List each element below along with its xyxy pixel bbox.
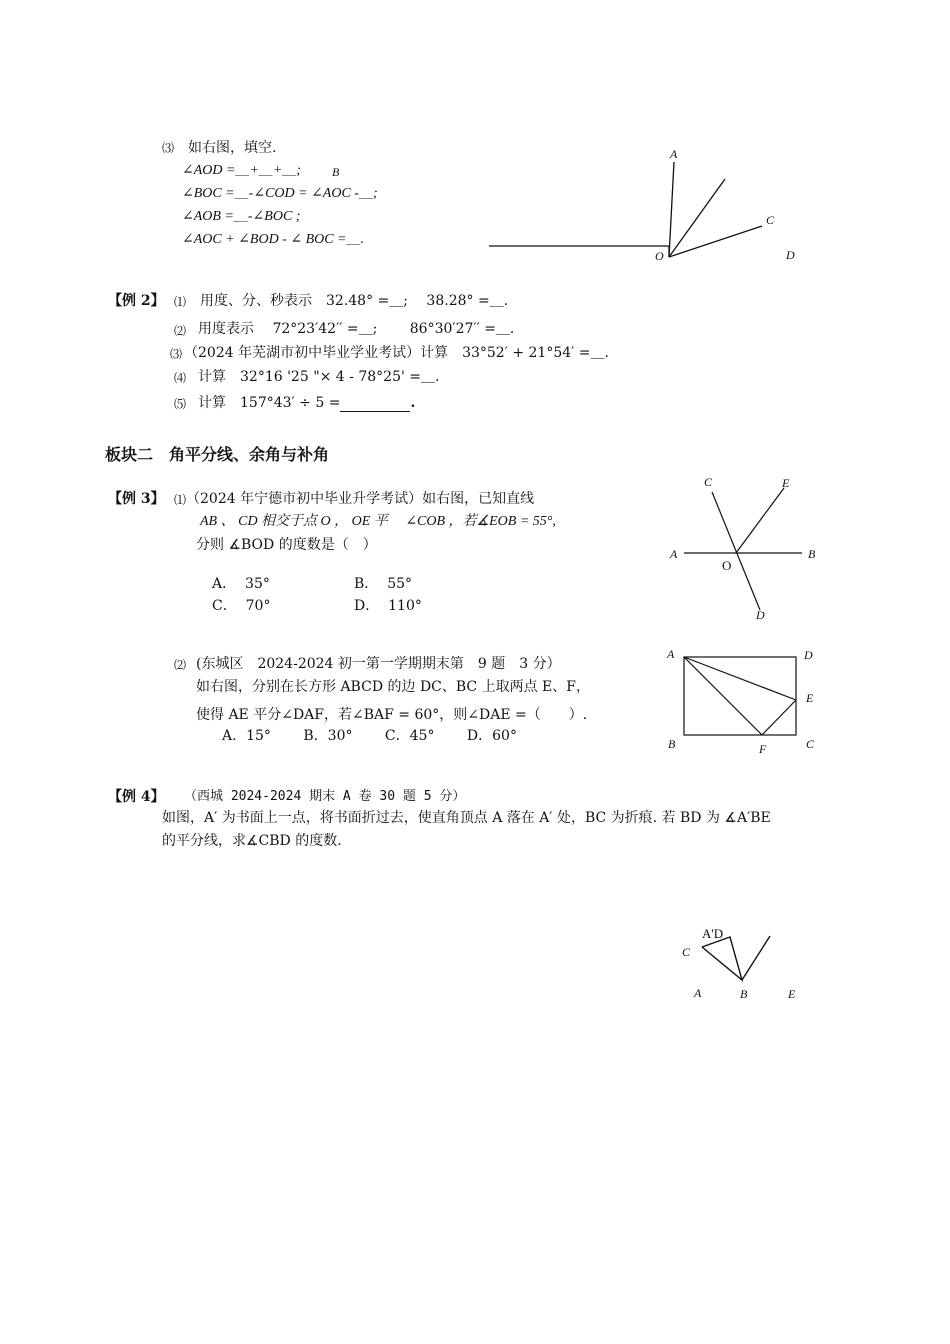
choice-c: C． 70° — [212, 598, 271, 614]
intersecting-lines-figure — [660, 470, 830, 630]
label-a: A — [670, 147, 678, 161]
ray-ob — [669, 179, 725, 257]
label-b: B — [808, 547, 816, 561]
line-af — [684, 657, 762, 735]
ex3-q1-line-1: （2024 年宁德市初中毕业升学考试）如右图，已知直线 — [186, 491, 535, 507]
choice-a: A． 35° — [212, 576, 270, 592]
ex4-line-2: 的平分线，求∡CBD 的度数. — [162, 833, 342, 849]
fold-triangle — [702, 937, 742, 980]
line-cd — [712, 492, 760, 610]
ex2-item-3-number: ⑶ — [170, 347, 183, 361]
ex3-q1-line-3: 分则 ∡BOD 的度数是（ ） — [196, 537, 377, 553]
line-ae — [684, 657, 796, 700]
ex3-q2-line-3: 使得 AE 平分∠DAF，若∠BAF = 60°，则∠DAE =（ ）. — [196, 707, 588, 723]
ex4-source: （西城 2024-2024 期末 A 卷 30 题 5 分） — [184, 789, 466, 804]
label-d: D — [756, 608, 765, 622]
ex2-item-1-text: 用度、分、秒表示 32.48° =＿; 38.28° =＿. — [200, 293, 509, 309]
rectangle-figure — [660, 645, 830, 760]
label-c: C — [704, 475, 713, 489]
label-e: E — [782, 476, 790, 490]
label-b: B — [740, 987, 748, 1001]
ex2-item-1-number: ⑴ — [174, 295, 187, 309]
example-2-tag: 【例 2】 — [108, 293, 165, 309]
fill-line-1: ∠AOD =＿+＿+＿; — [182, 163, 302, 178]
label-c: C — [766, 213, 775, 227]
ex2-item-3-text: （2024 年芜湖市初中毕业学业考试）计算 33°52′ + 21°54′ =＿. — [184, 345, 609, 361]
fill-line-2: ∠BOC =＿-∠COD = ∠AOC -＿; — [182, 186, 378, 201]
ex2-item-2-number: ⑵ — [174, 324, 187, 338]
ex3-q1-line-2: AB 、 CD 相交于点 O ， OE 平 ∠COB ，若∡EOB = 55°, — [200, 514, 556, 529]
ray-oa — [669, 162, 674, 257]
ex3-q2-number: ⑵ — [174, 658, 187, 672]
answer-blank — [340, 397, 410, 412]
ex2-item-4-number: ⑷ — [174, 371, 187, 385]
ray-bd — [742, 936, 770, 980]
folding-figure — [670, 920, 810, 1010]
section-heading: 板块二 角平分线、余角与补角 — [105, 445, 330, 464]
ex3-q2-choices: A．15° B．30° C．45° D．60° — [222, 728, 517, 744]
rect-abcd — [684, 657, 796, 735]
label-a: A — [667, 647, 675, 661]
ray-oe — [736, 488, 784, 553]
label-o: O — [655, 249, 664, 263]
item3-number: ⑶ — [162, 141, 175, 155]
choice-b: B． 55° — [354, 576, 413, 592]
label-c: C — [682, 945, 691, 959]
label-a: A — [694, 986, 702, 1000]
ex2-item-5-text: 计算 157°43′ ÷ 5 = . — [198, 395, 416, 411]
item3-title: 如右图，填空. — [188, 140, 277, 156]
fill-line-4: ∠AOC + ∠BOD - ∠ BOC =＿. — [182, 232, 365, 247]
ray-oc — [669, 226, 762, 257]
ex3-q2-line-2: 如右图，分别在长方形 ABCD 的边 DC、BC 上取两点 E、F， — [196, 679, 590, 695]
ex3-q1-number: ⑴ — [174, 493, 187, 507]
ex3-q2-line-1: (东城区 2024-2024 初一第一学期期末第 9 题 3 分） — [196, 656, 561, 672]
fill-line-3: ∠AOB =＿-∠BOC ; — [182, 209, 301, 224]
ex2-item-4-text: 计算 32°16 '25 "× 4 - 78°25' =＿. — [198, 369, 440, 385]
label-f: F — [759, 742, 767, 756]
label-d: D — [804, 648, 813, 662]
label-d: D — [786, 248, 795, 262]
label-b: B — [668, 737, 676, 751]
angle-figure-aod — [480, 140, 810, 270]
ex2-item-2-text: 用度表示 72°23′42′′ =＿; 86°30′27′′ =＿. — [198, 321, 515, 337]
label-o: O — [722, 558, 732, 573]
label-ad: A'D — [702, 926, 724, 941]
label-e: E — [788, 987, 796, 1001]
line-fe — [762, 700, 796, 735]
example-4-tag: 【例 4】 — [108, 789, 165, 805]
example-3-tag: 【例 3】 — [108, 491, 165, 507]
label-e: E — [806, 691, 814, 705]
ex2-item-5-number: ⑸ — [174, 397, 187, 411]
ex4-line-1: 如图，A′ 为书面上一点，将书面折过去，使直角顶点 A 落在 A′ 处，BC 为折痕. 若 BD 为 ∡A′BE — [162, 810, 771, 826]
stray-label-b: B — [332, 165, 340, 179]
choice-d: D． 110° — [354, 598, 422, 614]
label-a: A — [670, 547, 678, 561]
label-c: C — [806, 737, 815, 751]
